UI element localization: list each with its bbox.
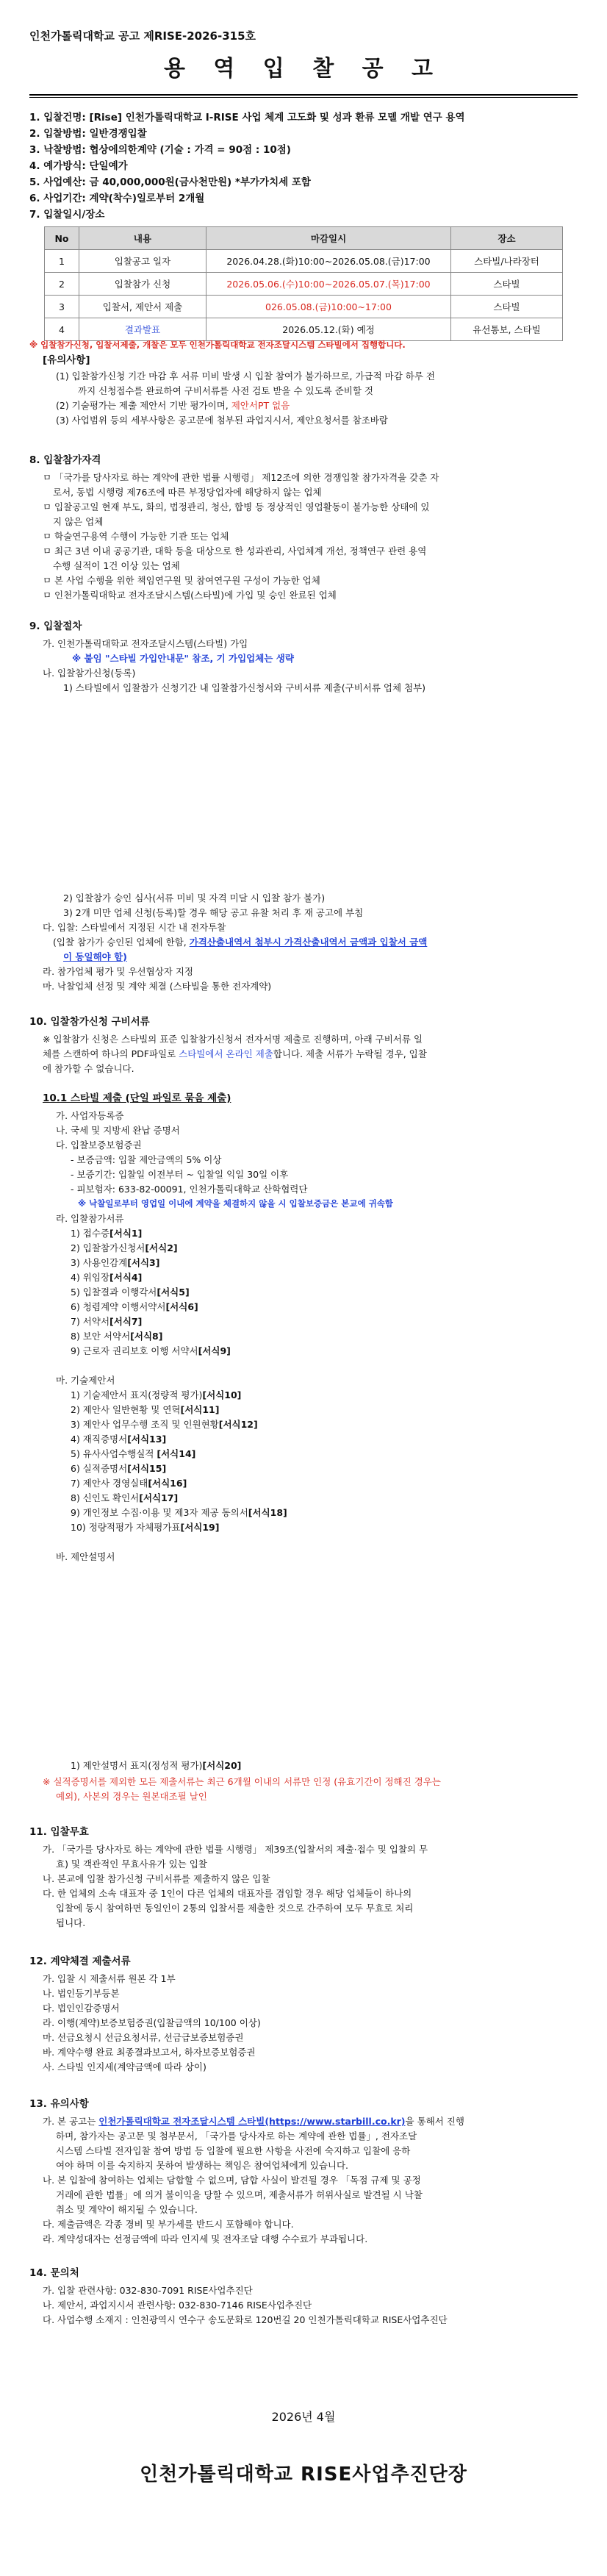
notice-line: (2) 기술평가는 제출 제안서 기반 평가이며, 제안서PT 없음 xyxy=(56,400,290,411)
eligibility-item: ㅁ 「국가를 당사자로 하는 계약에 관한 법률 시행령」 제12조에 의한 경쟁입찰 참가자격을 갖춘 자 xyxy=(43,472,439,483)
doc-subitem: 1) 접수증[서식1] xyxy=(71,1228,143,1239)
bond-note: ※ 낙찰일로부터 영업일 이내에 계약을 체결하지 않을 시 입찰보증금은 본교에 귀속함 xyxy=(78,1198,393,1209)
schedule-cell-place: 스타빌/나라장터 xyxy=(451,250,563,273)
section-heading: 11. 입찰무효 xyxy=(29,1826,89,1838)
schedule-cell-date: 026.05.08.(금)10:00~17:00 xyxy=(206,296,451,318)
col-item: 내용 xyxy=(79,227,206,250)
doc-item: 다. 입찰보증보험증권 xyxy=(56,1139,142,1151)
schedule-cell-date: 2026.05.12.(화) 예정 xyxy=(206,318,451,341)
price-match-note: 가격산출내역서 첨부시 가격산출내역서 금액과 입찰서 금액 xyxy=(189,937,428,948)
schedule-cell-date: 2026.04.28.(화)10:00~2026.05.08.(금)17:00 xyxy=(206,250,451,273)
item-award-method: 3. 낙찰방법: 협상에의한계약 (기술 : 가격 = 90점 : 10점) xyxy=(29,144,291,156)
contact-item: 가. 입찰 관련사항: 032-830-7091 RISE사업추진단 xyxy=(43,2285,253,2296)
eligibility-item: 지 않은 업체 xyxy=(53,516,104,527)
doc-subitem: 8) 보안 서약서[서식8] xyxy=(71,1331,163,1342)
doc-item: 나. 국세 및 지방세 완납 증명서 xyxy=(56,1125,180,1136)
doc-subitem: 7) 제안사 경영실태[서식16] xyxy=(71,1478,187,1489)
schedule-cell-item: 입찰서, 제안서 제출 xyxy=(79,296,206,318)
no-pt-note: 제안서PT 없음 xyxy=(231,400,290,411)
notice-line: (1) 입찰참가신청 기간 마감 후 서류 미비 발생 시 입찰 참여가 불가하므로, 가급적 마감 하루 전 xyxy=(56,371,435,382)
item-period: 6. 사업기간: 계약(착수)일로부터 2개월 xyxy=(29,193,205,204)
doc-item: 마. 기술제안서 xyxy=(56,1375,115,1386)
caution-item: 여야 하며 이를 숙지하지 못하여 발생하는 책임은 참여업체에게 있습니다. xyxy=(56,2160,349,2171)
notice-line: 까지 신청접수를 완료하여 구비서류를 사전 검토 받을 수 있도록 준비할 것 xyxy=(78,385,373,396)
starbill-link[interactable]: 인천가톨릭대학교 전자조달시스템 스타빌(https://www.starbill.co.kr) xyxy=(98,2116,406,2127)
procedure-note: (입찰 참가가 승인된 업체에 한함, 가격산출내역서 첨부시 가격산출내역서 금액과 입찰서 금액 xyxy=(53,937,428,948)
schedule-cell-place: 스타빌 xyxy=(451,296,563,318)
eligibility-item: 수행 실적이 1건 이상 있는 업체 xyxy=(53,560,180,571)
col-no: No xyxy=(45,227,79,250)
eligibility-item: ㅁ 본 사업 수행을 위한 책임연구원 및 참여연구원 구성이 가능한 업체 xyxy=(43,575,320,586)
procedure-step: 가. 인천가톨릭대학교 전자조달시스템(스타빌) 가입 xyxy=(43,638,248,649)
caution-item: 라. 계약성대자는 선정금액에 따라 인지세 및 전자조달 대행 수수료가 부과됩니다. xyxy=(43,2233,368,2244)
section-heading: 9. 입찰절차 xyxy=(29,620,82,632)
doc-subitem: 4) 재직증명서[서식13] xyxy=(71,1434,167,1445)
col-deadline: 마감일시 xyxy=(206,227,451,250)
doc-subitem: 5) 입찰결과 이행각서[서식5] xyxy=(71,1287,190,1298)
invalid-item: 가. 「국가를 당사자로 하는 계약에 관한 법률 시행령」 제39조(입찰서의 제출·접수 및 입찰의 무 xyxy=(43,1844,428,1855)
submission-note: 체를 스캔하여 하나의 PDF파일로 스타빌에서 온라인 제출합니다. 제출 서류가 누락될 경우, 입찰 xyxy=(43,1048,427,1059)
col-place: 장소 xyxy=(451,227,563,250)
schedule-row xyxy=(45,273,563,296)
title-divider-thick xyxy=(29,94,578,96)
procedure-step: 다. 입찰: 스타빌에서 지정된 시간 내 전자투찰 xyxy=(43,922,226,933)
schedule-cell-place: 유선통보, 스타빌 xyxy=(451,318,563,341)
procedure-note: ※ 붙임 "스타빌 가입안내문" 참조, 기 가입업체는 생략 xyxy=(72,653,294,664)
doc-subitem: 3) 사용인감계[서식3] xyxy=(71,1257,160,1268)
schedule-row xyxy=(45,250,563,273)
doc-item: 라. 입찰참가서류 xyxy=(56,1213,124,1224)
doc-subitem: 다. 법인인감증명서 xyxy=(43,2003,120,2014)
doc-subitem: 바. 계약수행 완료 최종결과보고서, 하자보증보험증권 xyxy=(43,2047,256,2058)
doc-subitem: 9) 개인정보 수집·이용 및 제3자 제공 동의서[서식18] xyxy=(71,1507,287,1518)
eligibility-item: ㅁ 학술연구용역 수행이 가능한 기관 또는 업체 xyxy=(43,531,229,542)
contact-item: 나. 제안서, 과업지시서 관련사항: 032-830-7146 RISE사업추진단 xyxy=(43,2300,312,2311)
caution-item: 거래에 관한 법률」에 의거 불이익을 당할 수 있으며, 제출서류가 허위사실로 발견될 시 낙찰 xyxy=(56,2189,423,2200)
schedule-row xyxy=(45,318,563,341)
schedule-row xyxy=(45,296,563,318)
procedure-step: 마. 낙찰업체 선정 및 계약 체결 (스타빌을 통한 전자계약) xyxy=(43,981,272,992)
submission-note: ※ 입찰참가 신청은 스타빌의 표준 입찰참가신청서 전자서명 제출로 진행하며, 아래 구비서류 일 xyxy=(43,1034,423,1045)
title-divider-thin xyxy=(29,97,578,98)
eligibility-item: ㅁ 최근 3년 이내 공공기관, 대학 등을 대상으로 한 성과관리, 사업체계 개선, 정책연구 관련 용역 xyxy=(43,545,427,557)
online-submit-note: 스타빌에서 온라인 제출 xyxy=(179,1048,273,1059)
validity-warning: ※ 실적증명서를 제외한 모든 제출서류는 최근 6개월 이내의 서류만 인정 (유효기간이 정해진 경우는 xyxy=(43,1776,441,1787)
doc-subitem: - 보증기간: 입찰일 이전부터 ~ 입찰일 익일 30일 이후 xyxy=(71,1169,289,1180)
submission-note: 에 참가할 수 없습니다. xyxy=(43,1063,134,1074)
doc-subitem: - 피보험자: 633-82-00091, 인천가톨릭대학교 산학협력단 xyxy=(71,1184,308,1195)
procedure-step: 라. 참가업체 평가 및 우선협상자 지정 xyxy=(43,966,193,977)
schedule-cell-no: 3 xyxy=(45,296,79,318)
doc-subitem: 5) 유사사업수행실적 [서식14] xyxy=(71,1448,196,1459)
doc-subitem: 2) 제안사 일반현황 및 연혁[서식11] xyxy=(71,1404,220,1415)
doc-subitem: 나. 법인등기부등본 xyxy=(43,1988,120,1999)
schedule-cell-place: 스타빌 xyxy=(451,273,563,296)
eligibility-item: 로서, 동법 시행령 제76조에 따른 부정당업자에 해당하지 않는 업체 xyxy=(53,487,322,498)
item-price-method: 4. 예가방식: 단일예가 xyxy=(29,160,128,172)
eligibility-item: ㅁ 인천가톨릭대학교 전자조달시스템(스타빌)에 가입 및 승인 완료된 업체 xyxy=(43,590,337,601)
procedure-step: 나. 입찰참가신청(등록) xyxy=(43,668,136,679)
caution-item: 취소 및 계약이 해지될 수 있습니다. xyxy=(56,2204,198,2215)
doc-subitem: 1) 기술제안서 표지(정량적 평가)[서식10] xyxy=(71,1389,242,1400)
caution-item: 가. 본 공고는 인천가톨릭대학교 전자조달시스템 스타빌(https://www.starbill.co.kr)을 통해서 진행 xyxy=(43,2116,464,2127)
doc-subitem: 2) 입찰참가신청서[서식2] xyxy=(71,1242,178,1253)
invalid-item: 다. 한 업체의 소속 대표자 중 1인이 다른 업체의 대표자를 겸임할 경우 해당 업체들이 하나의 xyxy=(43,1888,412,1899)
item-method: 2. 입찰방법: 일반경쟁입찰 xyxy=(29,128,147,140)
doc-subitem: 7) 서약서[서식7] xyxy=(71,1316,143,1327)
doc-subitem: 마. 선금요청시 선금요청서류, 선금급보증보험증권 xyxy=(43,2032,244,2043)
schedule-cell-item: 입찰참가 신청 xyxy=(79,273,206,296)
schedule-cell-no: 4 xyxy=(45,318,79,341)
procedure-substep: 3) 2개 미만 업체 신청(등록)할 경우 해당 공고 유찰 처리 후 재 공고에 부침 xyxy=(63,907,364,918)
doc-subitem: 4) 위임장[서식4] xyxy=(71,1272,143,1283)
schedule-header-row xyxy=(45,227,563,250)
section-heading: 14. 문의처 xyxy=(29,2267,79,2279)
doc-subitem: 3) 제안사 업무수행 조직 및 인원현황[서식12] xyxy=(71,1419,258,1430)
doc-subitem: 10) 정량적평가 자체평가표[서식19] xyxy=(71,1522,220,1533)
validity-warning: 예외), 사본의 경우는 원본대조필 날인 xyxy=(56,1791,207,1802)
doc-subitem: 6) 청렴계약 이행서약서[서식6] xyxy=(71,1301,198,1312)
doc-subitem: 8) 신인도 확인서[서식17] xyxy=(71,1492,179,1503)
schedule-cell-date: 2026.05.06.(수)10:00~2026.05.07.(목)17:00 xyxy=(206,273,451,296)
section-heading: 13. 유의사항 xyxy=(29,2098,89,2110)
doc-item: 가. 사업자등록증 xyxy=(56,1110,124,1121)
doc-subitem: 1) 제안설명서 표지(정성적 평가)[서식20] xyxy=(71,1760,242,1771)
price-match-note: 이 동일해야 함) xyxy=(63,951,127,962)
doc-subitem: 9) 근로자 권리보호 이행 서약서[서식9] xyxy=(71,1345,231,1356)
section-heading: 12. 계약체결 제출서류 xyxy=(29,1956,131,1967)
item-budget: 5. 사업예산: 금 40,000,000원(금사천만원) *부가가치세 포함 xyxy=(29,176,311,188)
contact-item: 다. 사업수행 소재지 : 인천광역시 연수구 송도문화로 120번길 20 인천가톨릭대학교 RISE사업추진단 xyxy=(43,2314,448,2325)
doc-subitem: 6) 실적증명서[서식15] xyxy=(71,1463,167,1474)
schedule-note: ※ 입찰참가신청, 입찰서제출, 개찰은 모두 인천가톨릭대학교 전자조달시스템 스타빌에서 집행합니다. xyxy=(29,340,406,350)
notice-head: [유의사항] xyxy=(43,354,90,366)
procedure-substep: 2) 입찰참가 승인 심사(서류 미비 및 자격 미달 시 입찰 참가 불가) xyxy=(63,892,326,904)
schedule-cell-item: 입찰공고 일자 xyxy=(79,250,206,273)
invalid-item: 입찰에 동시 참여하면 동일인이 2통의 입찰서를 제출한 것으로 간주하여 모두 무효로 처리 xyxy=(56,1903,414,1914)
item-schedule-head: 7. 입찰일시/장소 xyxy=(29,209,105,221)
doc-subitem: - 보증금액: 입찰 제안금액의 5% 이상 xyxy=(71,1154,222,1165)
schedule-cell-no: 1 xyxy=(45,250,79,273)
doc-item: 바. 제안설명서 xyxy=(56,1551,115,1562)
invalid-item: 됩니다. xyxy=(56,1917,86,1928)
doc-subitem: 사. 스타빌 인지세(계약금액에 따라 상이) xyxy=(43,2061,206,2072)
section-heading: 8. 입찰참가자격 xyxy=(29,454,101,466)
section-heading: 10. 입찰참가신청 구비서류 xyxy=(29,1016,150,1028)
procedure-substep: 1) 스타빌에서 입찰참가 신청기간 내 입찰참가신청서와 구비서류 제출(구비서류 업체 첨부) xyxy=(63,682,426,693)
notice-date: 2026년 4월 xyxy=(271,2410,336,2424)
notice-number: 인천가톨릭대학교 공고 제RISE-2026-315호 xyxy=(29,29,256,43)
caution-item: 다. 제출금액은 각종 경비 및 부가세를 반드시 포함해야 합니다. xyxy=(43,2219,294,2230)
invalid-item: 효) 및 객관적인 무효사유가 있는 입찰 xyxy=(56,1858,207,1870)
schedule-cell-item: 결과발표 xyxy=(79,318,206,341)
doc-subitem: 라. 이행(계약)보증보험증권(입찰금액의 10/100 이상) xyxy=(43,2017,261,2028)
schedule-cell-no: 2 xyxy=(45,273,79,296)
doc-subitem: 가. 입찰 시 제출서류 원본 각 1부 xyxy=(43,1973,176,1984)
caution-item: 시스템 스타빌 전자입찰 참여 방법 등 입찰에 필요한 사항을 사전에 숙지하고 입찰에 응하 xyxy=(56,2145,411,2156)
item-title: 1. 입찰건명: [Rise] 인천가톨릭대학교 I-RISE 사업 체계 고도화 및 성과 환류 모델 개발 연구 용역 xyxy=(29,112,465,124)
caution-item: 하며, 참가자는 공고문 및 첨부문서, 「국가를 당사자로 하는 계약에 관한 법률」, 전자조달 xyxy=(56,2130,417,2142)
notice-line: (3) 사업범위 등의 세부사항은 공고문에 첨부된 과업지시서, 제안요청서를 참조바람 xyxy=(56,415,388,426)
invalid-item: 나. 본교에 입찰 참가신청 구비서류를 제출하지 않은 입찰 xyxy=(43,1873,270,1884)
subsection-heading: 10.1 스타빌 제출 (단일 파일로 묶음 제출) xyxy=(43,1092,231,1104)
eligibility-item: ㅁ 입찰공고일 현재 부도, 화의, 법정관리, 청산, 합병 등 정상적인 영업활동이 불가능한 상태에 있 xyxy=(43,501,430,512)
caution-item: 나. 본 입찰에 참여하는 업체는 담합할 수 없으며, 담합 사실이 발견될 경우 「독점 규제 및 공정 xyxy=(43,2175,421,2186)
schedule-table xyxy=(44,226,563,341)
page-title: 용 역 입 찰 공 고 xyxy=(163,56,444,82)
issuer-signature: 인천가톨릭대학교 RISE사업추진단장 xyxy=(140,2464,467,2486)
